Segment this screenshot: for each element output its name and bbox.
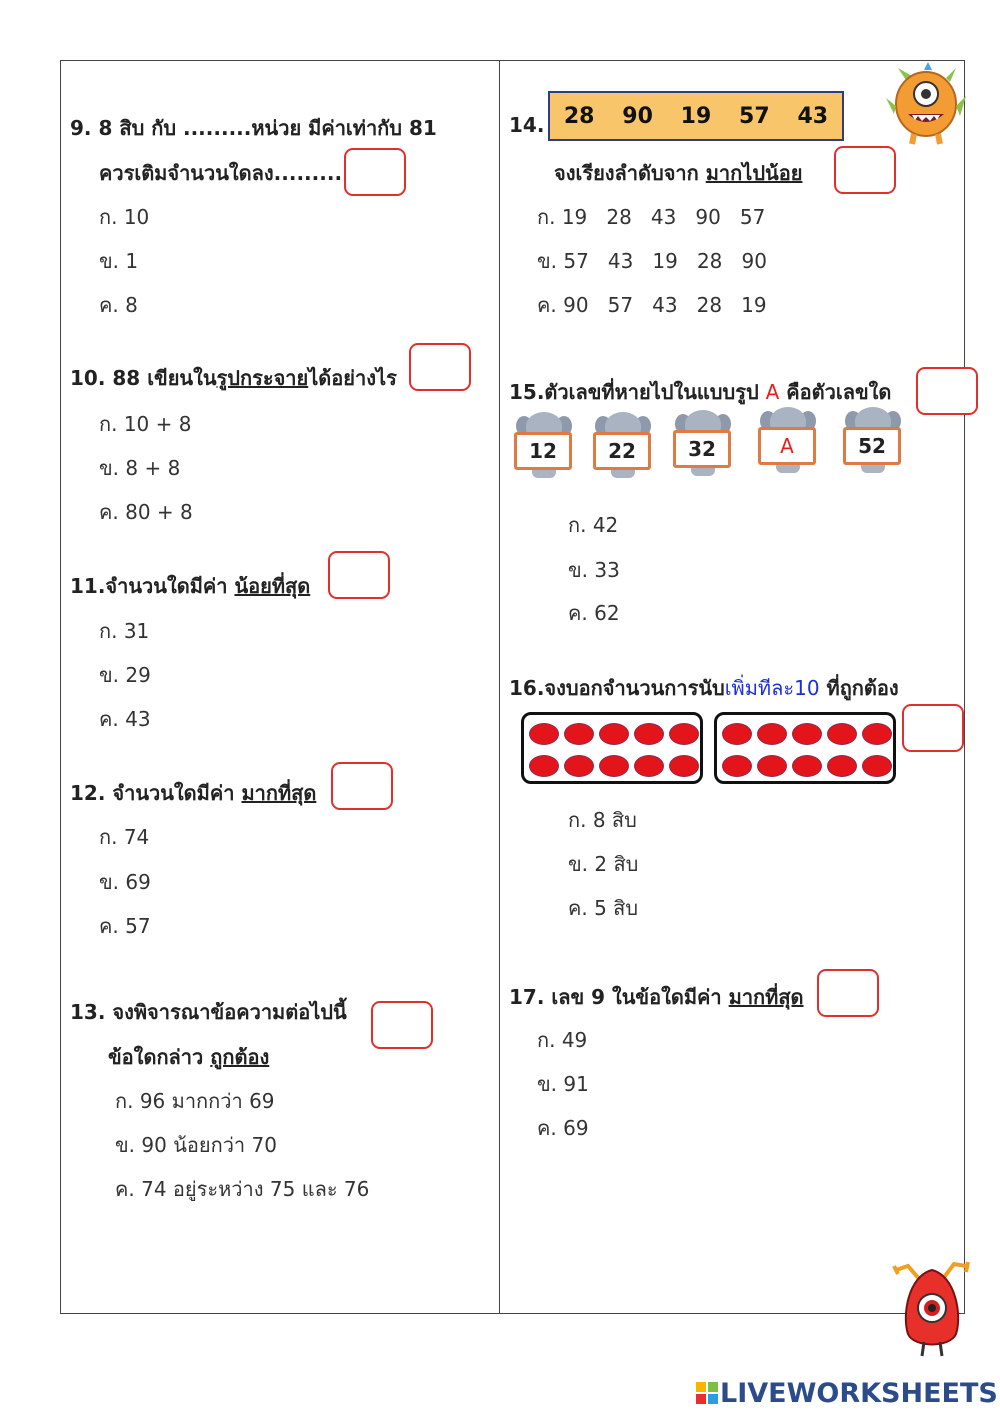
q15-highlight: A bbox=[765, 380, 780, 404]
counter-dot bbox=[634, 755, 664, 777]
counter-dot bbox=[792, 755, 822, 777]
q9-option-c: ค. 8 bbox=[99, 293, 138, 317]
q11-question bbox=[70, 570, 310, 602]
q11-option-c: ค. 43 bbox=[99, 707, 151, 731]
q13-line1: 13. จงพิจารณาข้อความต่อไปนี้ bbox=[70, 1000, 347, 1024]
q16-answer-box[interactable] bbox=[902, 704, 964, 752]
sign-value: 12 bbox=[514, 432, 572, 470]
ten-frame-1 bbox=[521, 712, 703, 784]
q11-answer-box[interactable] bbox=[328, 551, 390, 599]
q16-option-b: ข. 2 สิบ bbox=[568, 852, 639, 876]
q13-option-c: ค. 74 อยู่ระหว่าง 75 และ 76 bbox=[115, 1177, 370, 1201]
counter-dot bbox=[757, 755, 787, 777]
counter-dot bbox=[757, 723, 787, 745]
counter-dot bbox=[529, 723, 559, 745]
counter-dot bbox=[599, 723, 629, 745]
q13-option-a: ก. 96 มากกว่า 69 bbox=[115, 1089, 275, 1113]
q16-option-a: ก. 8 สิบ bbox=[568, 808, 637, 832]
q15-question bbox=[509, 376, 891, 408]
q11-underlined: น้อยที่สุด bbox=[234, 574, 311, 598]
q16-highlight: เพิ่มทีละ10 bbox=[724, 676, 820, 700]
q11-option-b: ข. 29 bbox=[99, 663, 151, 687]
q14-number: 57 bbox=[739, 103, 770, 129]
q14-number: 43 bbox=[797, 103, 829, 129]
q14-number: 28 bbox=[563, 103, 595, 129]
elephant-sign-3 bbox=[673, 410, 733, 480]
q12-option-b: ข. 69 bbox=[99, 870, 151, 894]
q12-prefix: 12. จำนวนใดมีค่า bbox=[70, 781, 242, 805]
counter-dot bbox=[564, 755, 594, 777]
q12-option-c: ค. 57 bbox=[99, 914, 151, 938]
q11-prefix: 11.จำนวนใดมีค่า bbox=[70, 574, 235, 598]
q13-line2-underlined: ถูกต้อง bbox=[210, 1045, 270, 1069]
q17-underlined: มากที่สุด bbox=[728, 985, 804, 1009]
counter-dot bbox=[862, 755, 892, 777]
liveworksheets-logo bbox=[696, 1378, 998, 1409]
q16-question bbox=[509, 672, 899, 704]
q12-option-a: ก. 74 bbox=[99, 825, 150, 849]
q10-answer-box[interactable] bbox=[409, 343, 471, 391]
q14-option-b: ข. 57 43 19 28 90 bbox=[537, 249, 767, 273]
q15-answer-box[interactable] bbox=[916, 367, 978, 415]
sign-value: 52 bbox=[843, 427, 901, 465]
q9-line1: 9. 8 สิบ กับ .........หน่วย มีค่าเท่ากับ 81 bbox=[70, 116, 437, 140]
q14-option-c: ค. 90 57 43 28 19 bbox=[537, 293, 767, 317]
q11-option-a: ก. 31 bbox=[99, 619, 150, 643]
q17-option-b: ข. 91 bbox=[537, 1072, 589, 1096]
q17-option-a: ก. 49 bbox=[537, 1028, 588, 1052]
q10-question bbox=[70, 362, 397, 394]
q15-option-b: ข. 33 bbox=[568, 558, 620, 582]
elephant-sign-4 bbox=[758, 407, 818, 477]
q14-number: 19 bbox=[680, 103, 712, 129]
q14-number-sequence bbox=[548, 91, 844, 141]
q10-option-c: ค. 80 + 8 bbox=[99, 500, 193, 524]
q10-underlined: รูปกระจาย bbox=[216, 366, 309, 390]
q14-answer-box[interactable] bbox=[834, 146, 896, 194]
q15-prefix: 15.ตัวเลขที่หายไปในแบบรูป bbox=[509, 380, 766, 404]
red-monster-illustration bbox=[886, 1256, 978, 1362]
counter-dot bbox=[722, 755, 752, 777]
counter-dot bbox=[862, 723, 892, 745]
q14-option-a: ก. 19 28 43 90 57 bbox=[537, 205, 766, 229]
counter-dot bbox=[529, 755, 559, 777]
q9-option-a: ก. 10 bbox=[99, 205, 150, 229]
counter-dot bbox=[792, 723, 822, 745]
counter-dot bbox=[669, 755, 699, 777]
ten-frame-2 bbox=[714, 712, 896, 784]
q15-option-a: ก. 42 bbox=[568, 513, 619, 537]
q12-underlined: มากที่สุด bbox=[241, 781, 317, 805]
counter-dot bbox=[722, 723, 752, 745]
q14-instruction-underlined: มากไปน้อย bbox=[705, 161, 803, 185]
q16-suffix: ที่ถูกต้อง bbox=[819, 676, 899, 700]
q9-answer-box[interactable] bbox=[344, 148, 406, 196]
q14-label: 14. bbox=[509, 113, 545, 137]
orange-monster-illustration bbox=[884, 62, 968, 146]
q16-prefix: 16.จงบอกจำนวนการนับ bbox=[509, 676, 725, 700]
q9-line2: ควรเติมจำนวนใดลง......... bbox=[99, 161, 343, 185]
q15-suffix: คือตัวเลขใด bbox=[779, 380, 892, 404]
q13-option-b: ข. 90 น้อยกว่า 70 bbox=[115, 1133, 277, 1157]
sign-value: A bbox=[758, 427, 816, 465]
q12-answer-box[interactable] bbox=[331, 762, 393, 810]
q13-answer-box[interactable] bbox=[371, 1001, 433, 1049]
liveworksheets-logo-icon bbox=[696, 1382, 718, 1404]
q10-option-b: ข. 8 + 8 bbox=[99, 456, 181, 480]
q14-number: 90 bbox=[622, 103, 653, 129]
elephant-sign-2 bbox=[593, 412, 653, 482]
elephant-sign-1 bbox=[514, 412, 574, 482]
q15-option-c: ค. 62 bbox=[568, 601, 620, 625]
q13-line2 bbox=[108, 1041, 269, 1073]
q13-line2-prefix: ข้อใดกล่าว bbox=[108, 1045, 211, 1069]
sign-value: 22 bbox=[593, 432, 651, 470]
counter-dot bbox=[599, 755, 629, 777]
q12-question bbox=[70, 777, 316, 809]
q17-answer-box[interactable] bbox=[817, 969, 879, 1017]
q17-prefix: 17. เลข 9 ในข้อใดมีค่า bbox=[509, 985, 729, 1009]
counter-dot bbox=[564, 723, 594, 745]
counter-dot bbox=[669, 723, 699, 745]
q10-suffix: ได้อย่างไร bbox=[308, 366, 397, 390]
q14-instruction bbox=[554, 157, 802, 189]
counter-dot bbox=[827, 755, 857, 777]
q17-question bbox=[509, 981, 804, 1013]
q17-option-c: ค. 69 bbox=[537, 1116, 589, 1140]
counter-dot bbox=[827, 723, 857, 745]
q10-prefix: 10. 88 เขียนใน bbox=[70, 366, 217, 390]
q10-option-a: ก. 10 + 8 bbox=[99, 412, 192, 436]
liveworksheets-brand: LIVEWORKSHEETS bbox=[720, 1378, 998, 1409]
column-divider bbox=[499, 60, 500, 1314]
q16-option-c: ค. 5 สิบ bbox=[568, 896, 639, 920]
q14-instruction-prefix: จงเรียงลำดับจาก bbox=[554, 161, 706, 185]
counter-dot bbox=[634, 723, 664, 745]
sign-value: 32 bbox=[673, 430, 731, 468]
elephant-sign-5 bbox=[843, 407, 903, 477]
q9-option-b: ข. 1 bbox=[99, 249, 139, 273]
